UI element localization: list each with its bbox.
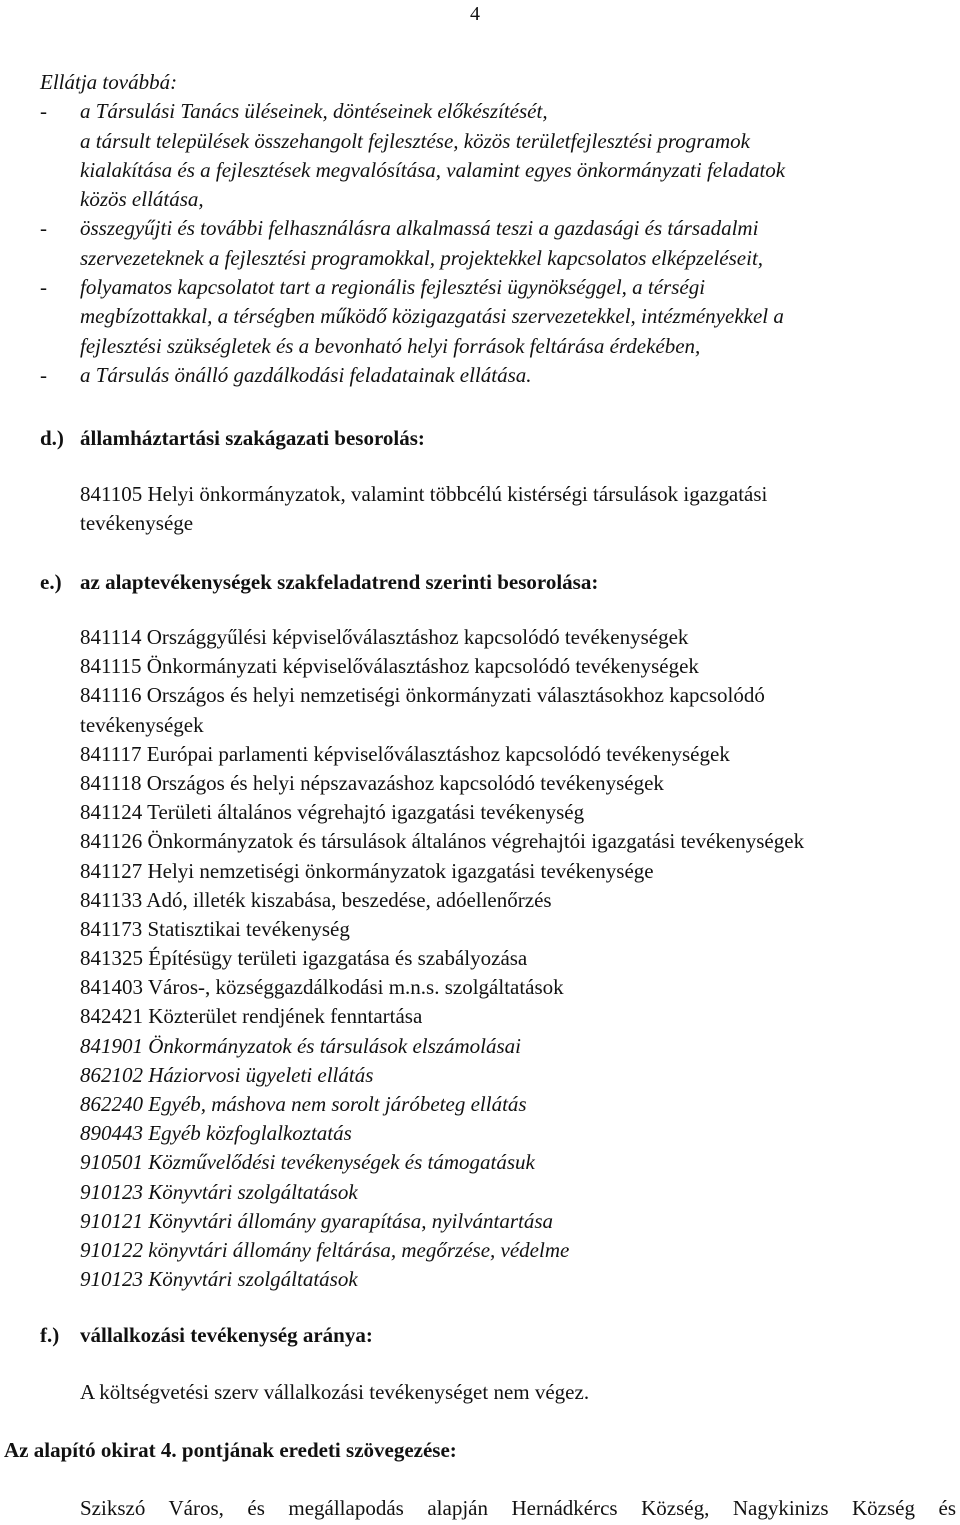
section-e-title: az alaptevékenységek szakfeladatrend szerinti besorolása: [80, 570, 599, 594]
activity-code-item: 841118 Országos és helyi népszavazáshoz kapcsolódó tevékenységek [80, 770, 664, 795]
section-d-heading [40, 424, 956, 453]
activity-code-item: 841127 Helyi nemzetiségi önkormányzatok igazgatási tevékenysége [80, 858, 654, 883]
intro-item: - összegyűjti és további felhasználásra alkalmassá teszi a gazdasági és társadalmi [40, 214, 956, 243]
section-f-text: A költségvetési szerv vállalkozási tevékenységet nem végez. [80, 1380, 590, 1404]
intro-item: - a Társulási Tanács üléseinek, döntéseinek előkészítését, [40, 97, 956, 126]
activity-code-item: 841114 Országgyűlési képviselőválasztáshoz kapcsolódó tevékenységek [80, 625, 689, 649]
activity-code-item-italic: 910501 Közművelődési tevékenységek és támogatásuk [80, 1150, 535, 1175]
section-f-heading [40, 1321, 956, 1350]
activity-code-item-italic: 862102 Háziorvosi ügyeleti ellátás [80, 1062, 374, 1087]
activity-code-item-italic: 910123 Könyvtári szolgáltatások [80, 1267, 358, 1292]
section-f-letter: f.) [40, 1323, 60, 1347]
intro-line: folyamatos kapcsolatot tart a regionális fejlesztési ügynökséggel, a térségi [80, 275, 706, 300]
activity-code-item: 841115 Önkormányzati képviselőválasztáshoz kapcsolódó tevékenységek [80, 654, 699, 679]
section-d-line: 841105 Helyi önkormányzatok, valamint többcélú kistérségi társulások igazgatási [80, 482, 768, 506]
activity-code-item: tevékenységek [80, 712, 204, 737]
intro-line: kialakítása és a fejlesztések megvalósítása, valamint egyes önkormányzati feladatok [80, 157, 786, 182]
page-number: 4 [470, 3, 480, 25]
intro-line: a Társulás önálló gazdálkodási feladatainak ellátása. [80, 362, 532, 387]
activity-code-item: 841133 Adó, illeték kiszabása, beszedése, adóellenőrzés [80, 887, 552, 912]
activity-code-item-italic: 910122 könyvtári állomány feltárása, megőrzése, védelme [80, 1237, 570, 1262]
activity-code-item: 841403 Város-, községgazdálkodási m.n.s. szolgáltatások [80, 975, 564, 1000]
original-wording-heading: Az alapító okirat 4. pontjának eredeti szövegezése: [4, 1438, 457, 1462]
intro-line: fejlesztési szükségletek és a bevonható helyi források feltárása érdekében, [80, 333, 701, 358]
section-f-body [40, 1378, 956, 1407]
intro-line: közös ellátása, [80, 187, 204, 212]
section-d-letter: d.) [40, 426, 64, 450]
intro-line: összegyűjti és további felhasználásra alkalmassá teszi a gazdasági és társadalmi [80, 216, 759, 241]
activity-code-item: 841117 Európai parlamenti képviselőválasztáshoz kapcsolódó tevékenységek [80, 741, 730, 766]
section-e-heading [40, 568, 956, 597]
section-e-letter: e.) [40, 570, 62, 594]
section-d-title: államháztartási szakágazati besorolás: [80, 426, 425, 450]
intro-line: a Társulási Tanács üléseinek, döntéseinek előkészítését, [80, 99, 548, 124]
activity-code-item: 841126 Önkormányzatok és társulások általános végrehajtói igazgatási tevékenységek [80, 829, 805, 854]
intro-item: - a Társulás önálló gazdálkodási feladatainak ellátása. [40, 361, 956, 390]
section-d-line: tevékenysége [80, 511, 194, 536]
last-line-block [80, 1494, 956, 1523]
intro-line: megbízottakkal, a térségben működő közigazgatási szervezetekkel, intézményekkel a [80, 304, 784, 329]
intro-title: Ellátja továbbá: [40, 70, 178, 94]
activity-code-item-italic: 910123 Könyvtári szolgáltatások [80, 1179, 358, 1204]
intro-block [40, 68, 956, 390]
activity-code-item-italic: 910121 Könyvtári állomány gyarapítása, nyilvántartása [80, 1208, 554, 1233]
activity-code-item: 842421 Közterület rendjének fenntartása [80, 1004, 423, 1029]
activity-code-item: 841116 Országos és helyi nemzetiségi önkormányzati választásokhoz kapcsolódó [80, 683, 765, 708]
activity-code-item: 841325 Építésügy területi igazgatása és szabályozása [80, 946, 528, 971]
last-line: Szikszó Város, és megállapodás alapján Hernádkércs Község, Nagykinizs Község és [80, 1496, 956, 1520]
activity-code-list [40, 623, 956, 1294]
intro-line: a társult települések összehangolt fejlesztése, közös területfejlesztési programok [80, 128, 750, 153]
activity-code-item: 841173 Statisztikai tevékenység [80, 916, 350, 941]
activity-code-item-italic: 841901 Önkormányzatok és társulások elszámolásai [80, 1033, 521, 1058]
activity-code-item-italic: 862240 Egyéb, máshova nem sorolt járóbeteg ellátás [80, 1092, 527, 1116]
section-f-title: vállalkozási tevékenység aránya: [80, 1323, 373, 1347]
activity-code-item-italic: 890443 Egyéb közfoglalkoztatás [80, 1121, 352, 1146]
section-d-body [40, 480, 956, 539]
intro-item: - folyamatos kapcsolatot tart a regionális fejlesztési ügynökséggel, a térségi [40, 273, 956, 302]
intro-line: szervezeteknek a fejlesztési programokkal, projektekkel kapcsolatos elképzeléseit, [80, 245, 764, 270]
activity-code-item: 841124 Területi általános végrehajtó igazgatási tevékenység [80, 800, 585, 825]
